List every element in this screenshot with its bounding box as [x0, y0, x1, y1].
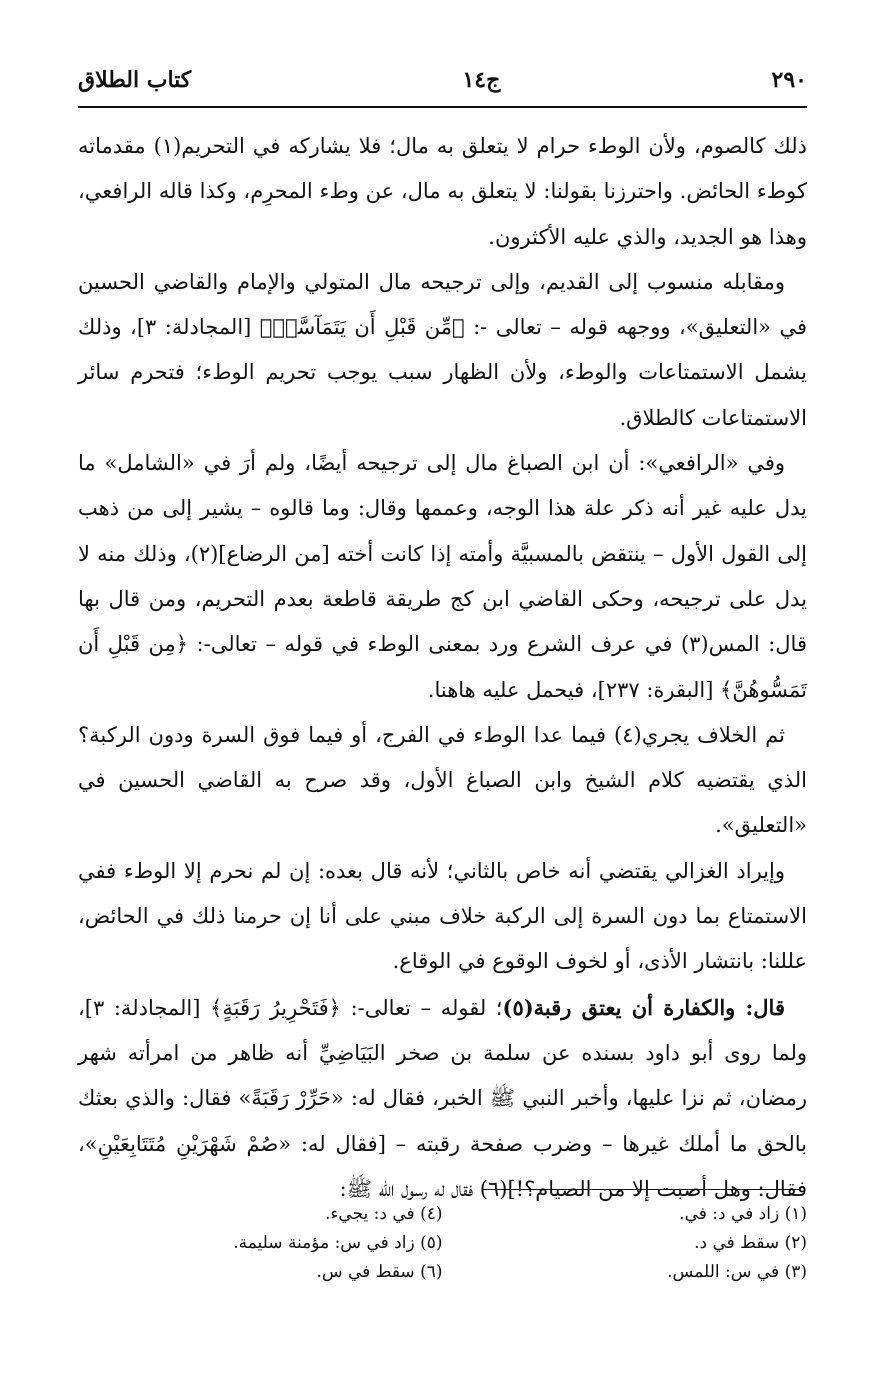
paragraph — [78, 985, 807, 1212]
page-number: ٢٩٠ — [771, 67, 807, 93]
footnote: (٤) في د: يجيء. — [325, 1204, 443, 1224]
page-header — [78, 60, 807, 100]
footnote: (٦) سقط في س. — [316, 1262, 443, 1282]
paragraph: ذلك كالصوم، ولأن الوطء حرام لا يتعلق به مال؛ فلا يشاركه في التحريم(١) مقدماته كوطء الحائض. واحترزنا بقولنا: لا يتعلق به مال، عن وطء المحرِم، وكذا قاله الرافعي، وهذا هو الجديد، والذي عليه الأكثرون. — [78, 134, 807, 249]
footnote-column-left — [78, 1200, 443, 1287]
book-title: كتاب الطلاق — [78, 67, 192, 93]
footnote: (٥) زاد في س: مؤمنة سليمة. — [233, 1233, 443, 1253]
paragraph: وإيراد الغزالي يقتضي أنه خاص بالثاني؛ لأنه قال بعده: إن لم نحرم إلا الوطء ففي الاستمتاع بما دون السرة إلى الركبة خلاف مبني على أنا إن حرمنا ذلك في الحائض، عللنا: بانتشار الأذى، أو لخوف الوقوع في الوقاع. — [78, 858, 807, 974]
footnote: (٢) سقط في د. — [694, 1233, 807, 1253]
footnotes — [78, 1200, 807, 1287]
paragraph-continuation: ؛ لقوله – تعالى-: ﴿فَتَحْرِيرُ رَقَبَةٍ﴾ [المجادلة: ٣]، ولما روى أبو داود بسنده عن سلمة بن صخر البَيَاضِيِّ أنه ظاهر من امرأته شهر رمضان، ثم نزا عليها، وأخبر النبي ﷺ الخبر، فقال له: «حَرِّرْ رَقَبَةً» فقال: والذي بعثك بالحق ما أملك غيرها – وضرب صفحة رقبته – [فقال له: «صُمْ شَهْرَيْنِ مُتَتَابِعَيْنِ»، فقال: وهل أصبت إلا من الصيام؟!](٦) فقال له رسول الله ﷺ: — [78, 995, 807, 1201]
matn-lead: قال: والكفارة أن يعتق رقبة(٥) — [502, 994, 785, 1020]
main-text — [78, 124, 807, 1212]
paragraph: ومقابله منسوب إلى القديم، وإلى ترجيحه مال المتولي والإمام والقاضي الحسين في «التعليق»، ووجهه قوله – تعالى -: ﴿مِّن قَبْلِ أَن يَتَمَآسَّاۚ﴾ [المجادلة: ٣]، وذلك يشمل الاستمتاعات والوطء، ولأن الظهار سبب يوجب تحريم الوطء؛ فتحرم سائر الاستمتاعات كالطلاق. — [78, 269, 807, 430]
volume-label: ج١٤ — [462, 67, 501, 93]
header-divider — [78, 106, 807, 108]
footnote-divider — [482, 1189, 800, 1190]
footnote-column-right — [443, 1200, 808, 1287]
footnote: (٣) في س: اللمس. — [667, 1262, 807, 1282]
footnote: (١) زاد في د: في. — [679, 1204, 807, 1224]
paragraph: وفي «الرافعي»: أن ابن الصباغ مال إلى ترجيحه أيضًا، ولم أرَ في «الشامل» ما يدل عليه غير أنه ذكر علة هذا الوجه، وعممها وقال: وما قالوه – يشير إلى من ذهب إلى القول الأول – ينتقض بالمسبيَّة وأمته إذا كانت أخته [من الرضاع](٢)، وذلك منه لا يدل على ترجيحه، وحكى القاضي ابن كج طريقة قاطعة بعدم التحريم، ومن قال بها قال: المس(٣) في عرف الشرع ورد بمعنى الوطء في قوله – تعالى-: ﴿مِن قَبْلِ أَن تَمَسُّوهُنَّ﴾ [البقرة: ٢٣٧]، فيحمل عليه هاهنا. — [78, 451, 807, 702]
paragraph: ثم الخلاف يجري(٤) فيما عدا الوطء في الفرج، أو فيما فوق السرة ودون الركبة؟الذي يقتضيه كلام الشيخ وابن الصباغ الأول، وقد صرح به القاضي الحسين في «التعليق». — [78, 722, 807, 838]
